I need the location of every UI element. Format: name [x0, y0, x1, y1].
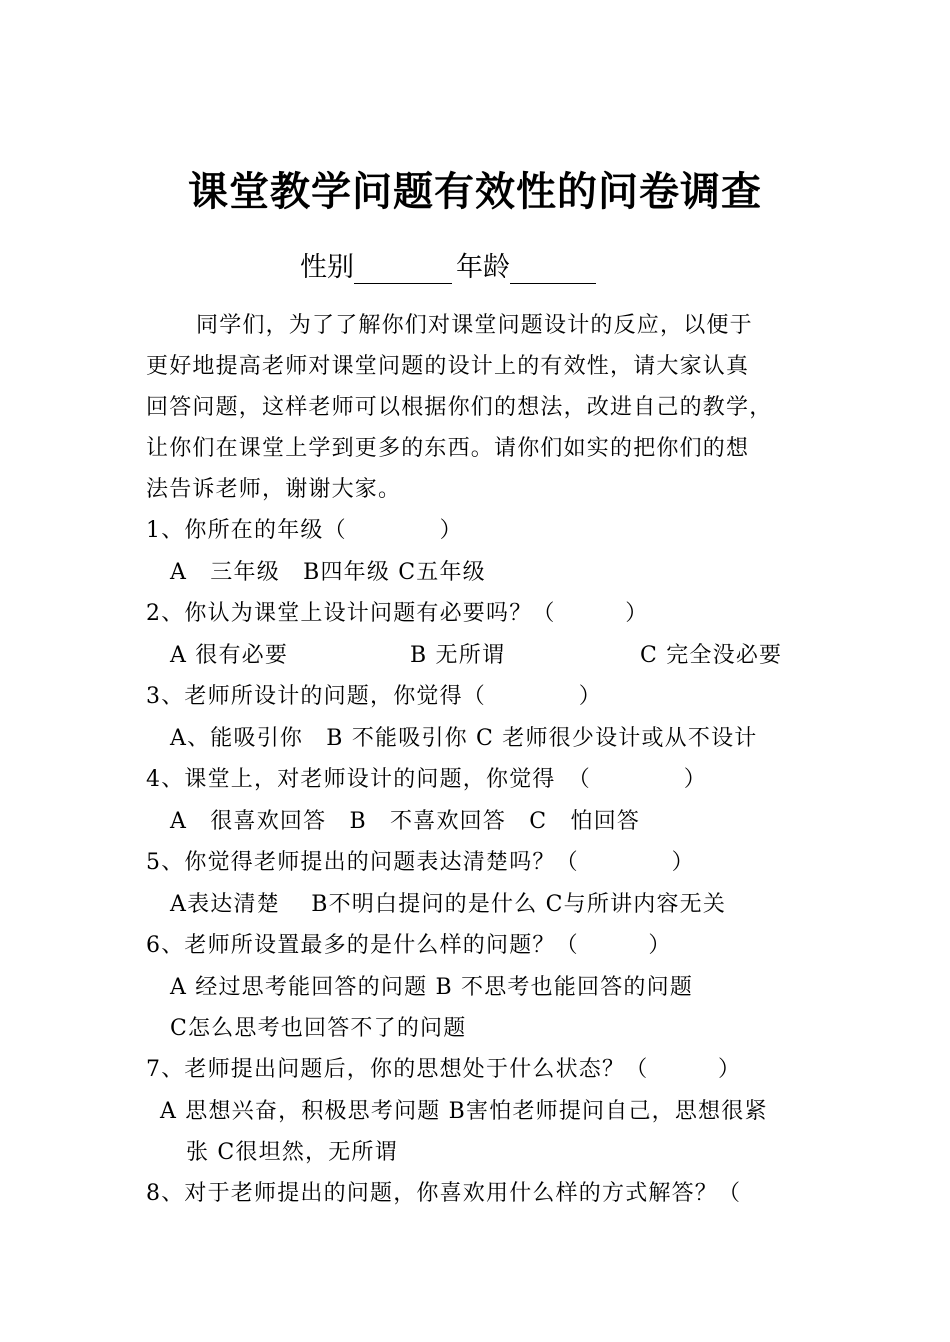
intro-line: 更好地提高老师对课堂问题的设计上的有效性，请大家认真 — [146, 354, 750, 379]
question-6-options[interactable]: A 经过思考能回答的问题 B 不思考也能回答的问题 — [170, 975, 694, 1000]
gender-blank[interactable] — [354, 257, 452, 284]
question-4-options[interactable]: A 很喜欢回答 B 不喜欢回答 C 怕回答 — [170, 809, 641, 834]
intro-line: 同学们，为了了解你们对课堂问题设计的反应，以便于 — [196, 313, 753, 338]
respondent-info — [300, 245, 600, 284]
question-7-options-cont[interactable]: 张 C很坦然，无所谓 — [186, 1140, 398, 1165]
gender-label: 性别 — [300, 252, 354, 283]
question-1: 1、你所在的年级（ ） — [146, 518, 463, 543]
question-5: 5、你觉得老师提出的问题表达清楚吗？（ ） — [146, 850, 695, 875]
question-6-option-c[interactable]: C怎么思考也回答不了的问题 — [170, 1016, 467, 1041]
intro-line: 法告诉老师，谢谢大家。 — [146, 477, 402, 502]
question-8: 8、对于老师提出的问题，你喜欢用什么样的方式解答？（ — [146, 1181, 742, 1206]
age-label: 年龄 — [456, 252, 510, 283]
question-5-options[interactable]: A表达清楚 B不明白提问的是什么 C与所讲内容无关 — [170, 892, 727, 917]
question-6: 6、老师所设置最多的是什么样的问题？（ ） — [146, 933, 672, 958]
question-2-option-a[interactable]: A 很有必要 — [170, 643, 289, 668]
age-blank[interactable] — [510, 257, 596, 284]
question-7-options[interactable]: A 思想兴奋，积极思考问题 B害怕老师提问自己，思想很紧 — [160, 1099, 768, 1124]
question-2-option-c[interactable]: C 完全没必要 — [640, 643, 783, 668]
question-3: 3、老师所设计的问题，你觉得（ ） — [146, 684, 602, 709]
question-2-option-b[interactable]: B 无所谓 — [410, 643, 506, 668]
intro-line: 回答问题，这样老师可以根据你们的想法，改进自己的教学， — [146, 395, 773, 420]
question-2: 2、你认为课堂上设计问题有必要吗？（ ） — [146, 601, 649, 626]
question-4: 4、课堂上，对老师设计的问题，你觉得 （ ） — [146, 767, 707, 792]
question-7: 7、老师提出问题后，你的思想处于什么状态？（ ） — [146, 1057, 742, 1082]
page-title: 课堂教学问题有效性的问卷调查 — [188, 168, 762, 215]
question-3-options[interactable]: A、能吸引你 B 不能吸引你 C 老师很少设计或从不设计 — [170, 726, 758, 751]
intro-line: 让你们在课堂上学到更多的东西。请你们如实的把你们的想 — [146, 436, 750, 461]
question-1-options[interactable]: A 三年级 B四年级 C五年级 — [170, 560, 486, 585]
